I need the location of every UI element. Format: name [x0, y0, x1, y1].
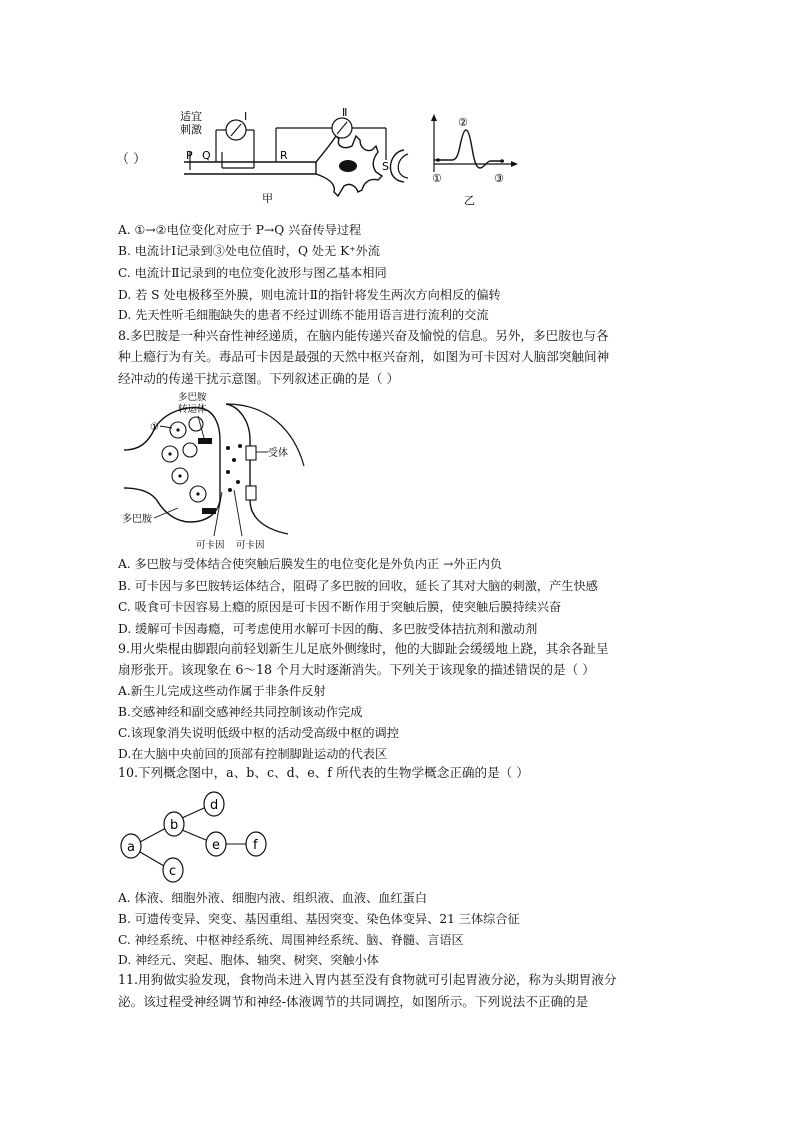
q10-option-c: C. 神经系统、中枢神经系统、周围神经系统、脑、脊髓、言语区: [118, 933, 464, 947]
dopamine-dot: [226, 470, 230, 474]
node-a-label: a: [127, 840, 135, 855]
dopamine-dot: [226, 446, 230, 450]
label-mark-1: ①: [150, 422, 159, 433]
vesicle: [176, 428, 179, 431]
dopamine-dot: [236, 480, 240, 484]
node-d-label: d: [210, 798, 219, 813]
vesicle: [168, 452, 171, 455]
edge-a-c: [140, 852, 164, 866]
label-receptor: 受体: [268, 448, 288, 459]
vesicle: [189, 417, 203, 431]
vesicle: [196, 492, 199, 495]
q10-option-b: B. 可遗传变异、突变、基因重组、基因突变、染色体变异、21 三体综合征: [118, 912, 520, 926]
label-q: Q: [202, 149, 211, 162]
figure-synapse-cocaine: [118, 390, 308, 550]
q9-option-b: B.交感神经和副交感神经共同控制该动作完成: [118, 705, 363, 719]
label-cocaine-2: 可卡因: [236, 540, 265, 550]
figure-concept-map: [118, 790, 278, 890]
q10-option-a: A. 体液、细胞外液、细胞内液、组织液、血液、血红蛋白: [118, 891, 428, 905]
node-c-label: c: [169, 864, 177, 879]
edge-a-b: [140, 828, 166, 842]
q8-stem-line-1: 8.多巴胺是一种兴奋性神经递质，在脑内能传递兴奋及愉悦的信息。另外，多巴胺也与各: [118, 328, 609, 343]
vesicle: [183, 443, 197, 457]
q7-extra-option-d: D. 先天性听毛细胞缺失的患者不经过训练不能用语言进行流利的交流: [118, 308, 489, 322]
dopamine-dot: [232, 458, 236, 462]
q11-stem-line-1: 11.用狗做实验发现，食物尚未进入胃内甚至没有食物就可引起胃液分泌，称为头期胃液分: [118, 972, 617, 987]
transporter: [202, 508, 216, 514]
label-transporter-2: 转运体: [178, 404, 207, 415]
q11-stem-line-2: 泌。该过程受神经调节和神经-体液调节的共同调控，如图所示。下列说法不正确的是: [118, 994, 589, 1009]
edge-b-e: [182, 830, 206, 840]
q7-option-d: D. 若 S 处电极移至外膜，则电流计Ⅱ的指针将发生两次方向相反的偏转: [118, 288, 501, 302]
receptor: [246, 446, 256, 460]
q7-option-c: C. 电流计Ⅱ记录到的电位变化波形与图乙基本相同: [118, 266, 387, 280]
label-r: R: [280, 149, 288, 162]
point-1: [436, 158, 440, 162]
receptor: [246, 486, 256, 500]
q8-stem-line-2: 种上瘾行为有关。毒品可卡因是最强的天然中枢兴奋剂，如图为可卡因对人脑部突触间神: [118, 349, 610, 364]
q9-stem-line-1: 9.用火柴棍由脚跟向前轻划新生儿足底外侧缘时，他的大脚趾会缓缓地上跷，其余各趾呈: [118, 641, 609, 656]
potential-curve: [434, 130, 504, 168]
q9-option-c: C.该现象消失说明低级中枢的活动受高级中枢的调控: [118, 726, 399, 740]
edge-b-d: [182, 808, 204, 818]
q7-lead: （ ）: [116, 152, 147, 167]
caption-yi: 乙: [464, 194, 475, 206]
synapse-terminal: [390, 150, 404, 182]
stim-label-1: 适宜: [180, 110, 202, 123]
q8-stem-line-3: 经冲动的传递干扰示意图。下列叙述正确的是（ ）: [118, 371, 400, 386]
dopamine-dot: [228, 488, 232, 492]
q8-option-a: A. 多巴胺与受体结合使突触后膜发生的电位变化是外负内正 →外正内负: [118, 557, 503, 571]
leader-cocaine-2: [234, 490, 242, 536]
vesicle: [178, 474, 181, 477]
postsynaptic-outer: [226, 404, 304, 466]
caption-jia: 甲: [262, 192, 273, 205]
q7-option-b: B. 电流计Ⅰ记录到③处电位值时，Q 处无 K⁺外流: [118, 244, 380, 258]
mark-3: ③: [494, 172, 504, 185]
nucleus: [339, 160, 357, 172]
synapse-terminal-inner: [398, 154, 408, 178]
stim-label-2: 刺激: [180, 123, 202, 136]
label-s: S: [382, 160, 389, 173]
q10-option-d: D. 神经元、突起、胞体、轴突、树突、突触小体: [118, 953, 379, 967]
x-axis-arrow: [511, 161, 518, 167]
q8-option-c: C. 吸食可卡因容易上瘾的原因是可卡因不断作用于突触后膜，使突触后膜持续兴奋: [118, 600, 562, 614]
node-f-label: f: [253, 838, 258, 853]
q7-option-a: A. ①→②电位变化对应于 P→Q 兴奋传导过程: [118, 223, 362, 237]
label-cocaine-1: 可卡因: [196, 540, 225, 550]
label-dopamine: 多巴胺: [122, 514, 152, 525]
q9-stem-line-2: 扇形张开。该现象在 6～18 个月大时逐渐消失。下列关于该现象的描述错误的是（ ）: [118, 662, 595, 677]
leader-dopamine: [154, 508, 178, 518]
figure-jia-nerve-circuit: [176, 106, 426, 206]
mark-2: ②: [458, 116, 468, 129]
y-axis-arrow: [431, 114, 437, 121]
transporter: [198, 438, 212, 444]
mark-1: ①: [432, 172, 442, 185]
dopamine-dot: [238, 444, 242, 448]
label-p: P: [186, 149, 193, 162]
label-transporter-1: 多巴胺: [178, 392, 207, 403]
figure-yi-action-potential: [424, 108, 524, 206]
point-3: [500, 159, 504, 163]
label-meter-1: Ⅰ: [244, 110, 248, 123]
q10-stem: 10.下列概念图中，a、b、c、d、e、f 所代表的生物学概念正确的是（ ）: [118, 765, 529, 780]
label-meter-2: Ⅱ: [342, 106, 348, 119]
q8-option-b: B. 可卡因与多巴胺转运体结合，阻碍了多巴胺的回收，延长了其对大脑的刺激，产生快感: [118, 579, 598, 593]
node-e-label: e: [212, 838, 220, 853]
q8-option-d: D. 缓解可卡因毒瘾，可考虑使用水解可卡因的酶、多巴胺受体拮抗剂和激动剂: [118, 622, 538, 636]
q9-option-d: D.在大脑中央前回的顶部有控制脚趾运动的代表区: [118, 747, 388, 761]
q9-option-a: A.新生儿完成这些动作属于非条件反射: [118, 684, 326, 698]
node-b-label: b: [170, 818, 179, 833]
